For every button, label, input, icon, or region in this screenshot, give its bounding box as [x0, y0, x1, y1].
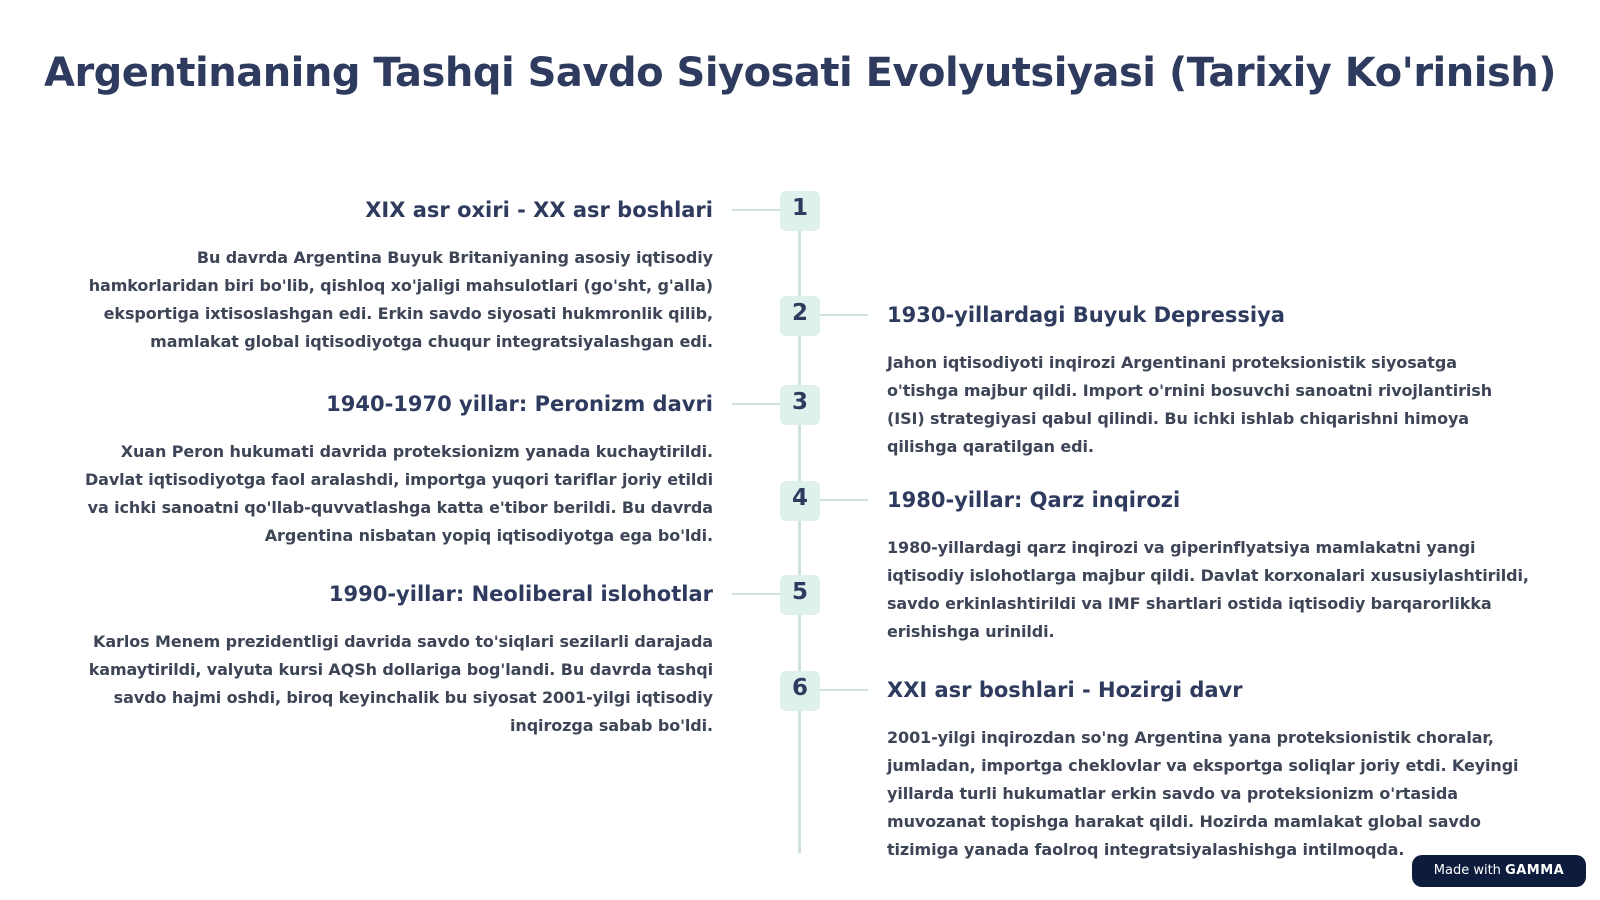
timeline-text-2: Jahon iqtisodiyoti inqirozi Argentinani proteksionistik siyosatga o'tishga majbur qildi. Import o'rnini bosuvchi sanoatni rivojlantirish (ISI) strategiyasi qabul qilindi. Bu ichki ishlab chiqarishni himoya qilishga qaratilgan edi. — [887, 353, 1492, 456]
timeline-marker-5: 5 — [780, 575, 820, 615]
timeline-heading-4: 1980-yillar: Qarz inqirozi — [887, 488, 1181, 512]
timeline-card-3 — [70, 390, 713, 550]
badge-prefix: Made with — [1433, 863, 1501, 878]
timeline-heading-3: 1940-1970 yillar: Peronizm davri — [326, 392, 713, 416]
timeline-connector-3 — [732, 403, 780, 405]
timeline-card-6 — [887, 676, 1530, 864]
timeline-marker-4: 4 — [780, 481, 820, 521]
timeline-text-6: 2001-yilgi inqirozdan so'ng Argentina yana proteksionistik choralar, jumladan, importga cheklovlar va eksportga soliqlar joriy etdi. Keyingi yillarda turli hukumatlar erkin savdo va proteksionizm o'rtasida muvozanat topishga harakat qildi. Hozirda mamlakat global savdo tizimiga yanada faolroq integratsiyalashishga intilmoqda. — [887, 728, 1519, 859]
timeline-connector-1 — [732, 209, 780, 211]
page-title: Argentinaning Tashqi Savdo Siyosati Evolyutsiyasi (Tarixiy Ko'rinish) — [43, 50, 1557, 96]
timeline-text-4: 1980-yillardagi qarz inqirozi va giperinflyatsiya mamlakatni yangi iqtisodiy islohotlarga majbur qildi. Davlat korxonalari xususiylashtirildi, savdo erkinlashtirildi va IMF shartlari ostida iqtisodiy barqarorlikka erishishga urinildi. — [887, 538, 1529, 641]
timeline-heading-1: XIX asr oxiri - XX asr boshlari — [365, 198, 713, 222]
timeline-heading-2: 1930-yillardagi Buyuk Depressiya — [887, 303, 1285, 327]
timeline-text-3: Xuan Peron hukumati davrida proteksionizm yanada kuchaytirildi. Davlat iqtisodiyotga faol aralashdi, importga yuqori tariflar joriy etildi va ichki sanoatni qo'llab-quvvatlashga katta e'tibor berildi. Bu davrda Argentina nisbatan yopiq iqtisodiyotga ega bo'ldi. — [84, 442, 713, 545]
timeline-connector-6 — [820, 689, 868, 691]
timeline-card-2 — [887, 301, 1530, 461]
timeline-connector-2 — [820, 314, 868, 316]
timeline-text-1: Bu davrda Argentina Buyuk Britaniyaning asosiy iqtisodiy hamkorlaridan biri bo'lib, qishloq xo'jaligi mahsulotlari (go'sht, g'alla) eksportiga ixtisoslashgan edi. Erkin savdo siyosati hukmronlik qilib, mamlakat global iqtisodiyotga chuqur integratsiyalashgan edi. — [88, 248, 713, 351]
gamma-logo: GAMMA — [1505, 863, 1565, 878]
timeline-heading-6: XXI asr boshlari - Hozirgi davr — [887, 678, 1243, 702]
timeline-marker-1: 1 — [780, 191, 820, 231]
timeline-card-5 — [70, 580, 713, 740]
timeline-heading-5: 1990-yillar: Neoliberal islohotlar — [328, 582, 713, 606]
timeline-connector-4 — [820, 499, 868, 501]
timeline-marker-3: 3 — [780, 385, 820, 425]
timeline-connector-5 — [732, 593, 780, 595]
timeline-card-4 — [887, 486, 1530, 646]
timeline-text-5: Karlos Menem prezidentligi davrida savdo to'siqlari sezilarli darajada kamaytirildi, valyuta kursi AQSh dollariga bog'landi. Bu davrda tashqi savdo hajmi oshdi, biroq keyinchalik bu siyosat 2001-yilgi iqtisodiy inqirozga sabab bo'ldi. — [88, 632, 713, 735]
made-with-gamma-badge[interactable] — [1412, 855, 1586, 887]
timeline-card-1 — [70, 196, 713, 356]
timeline-marker-6: 6 — [780, 671, 820, 711]
timeline-marker-2: 2 — [780, 296, 820, 336]
